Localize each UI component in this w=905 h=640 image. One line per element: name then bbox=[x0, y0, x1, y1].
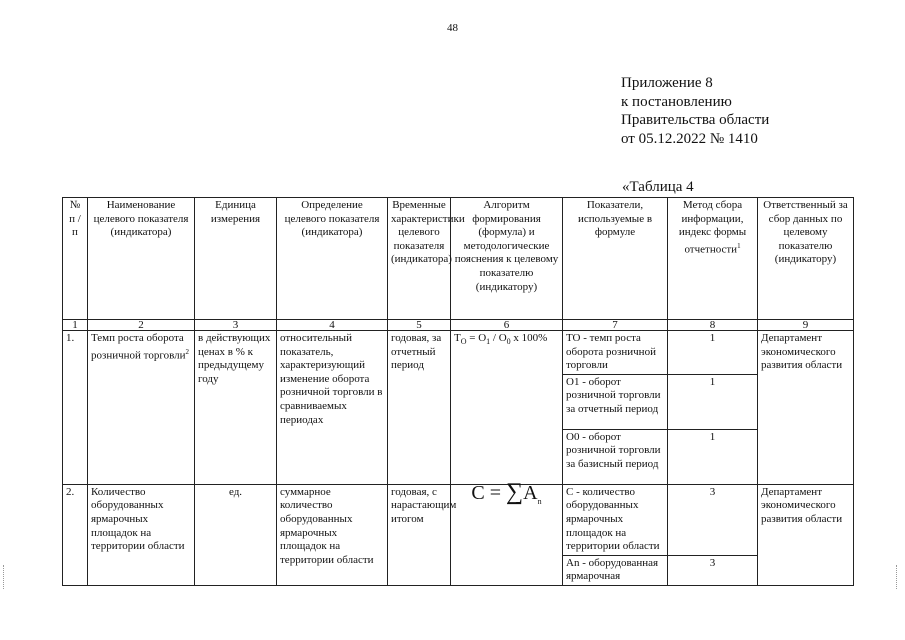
row-number: 2. bbox=[63, 484, 88, 585]
header-unit: Единица измерения bbox=[195, 198, 277, 320]
indicator-definition: суммарное количество оборудованных ярмарочных площадок на территории области bbox=[277, 484, 388, 585]
formula-part: / O bbox=[490, 332, 507, 344]
formula-variable: TO - темп роста оборота розничной торговли bbox=[563, 331, 668, 375]
header-no: № п / п bbox=[63, 198, 88, 320]
header-time: Временные характеристики целевого показателя (индикатора) bbox=[388, 198, 451, 320]
collection-method: 3 bbox=[668, 484, 758, 555]
column-number: 7 bbox=[563, 320, 668, 331]
indicator-time: годовая, за отчетный период bbox=[388, 331, 451, 485]
column-number: 5 bbox=[388, 320, 451, 331]
formula-variable: O0 - оборот розничной торговли за базисный период bbox=[563, 429, 668, 484]
sum-symbol: ∑ bbox=[506, 478, 524, 505]
appendix-line: к постановлению bbox=[621, 93, 732, 110]
table-row bbox=[63, 331, 854, 375]
appendix-line: Правительства области bbox=[621, 112, 770, 128]
formula-subscript: 1 bbox=[486, 337, 491, 347]
appendix-line: Приложение 8 bbox=[621, 75, 713, 91]
responsible-department: Департамент экономического развития области bbox=[758, 331, 854, 485]
formula-cell bbox=[451, 331, 563, 485]
formula-subscript: O bbox=[460, 337, 467, 347]
header-name: Наименование целевого показателя (индикатора) bbox=[88, 198, 195, 320]
indicator-name-text: Темп роста оборота розничной торговли bbox=[91, 332, 186, 362]
header-algorithm: Алгоритм формирования (формула) и методологические пояснения к целевому показателю (индикатору) bbox=[451, 198, 563, 320]
formula-variable: An - оборудованная ярмарочная bbox=[563, 555, 668, 585]
header-method bbox=[668, 198, 758, 320]
header-indicators: Показатели, используемые в формуле bbox=[563, 198, 668, 320]
indicator-name: Количество оборудованных ярмарочных площадок на территории области bbox=[88, 484, 195, 585]
header-responsible: Ответственный за сбор данных по целевому показателю (индикатору) bbox=[758, 198, 854, 320]
formula-variable: C - количество оборудованных ярмарочных площадок на территории области bbox=[563, 484, 668, 555]
margin-dots bbox=[3, 565, 5, 589]
responsible-department: Департамент экономического развития области bbox=[758, 484, 854, 585]
indicator-unit: в действующих ценах в % к предыдущему году bbox=[195, 331, 277, 485]
header-method-text: Метод сбора информации, индекс формы отчетности bbox=[678, 199, 747, 256]
formula-variable: O1 - оборот розничной торговли за отчетный период bbox=[563, 374, 668, 429]
header-definition: Определение целевого показателя (индикатора) bbox=[277, 198, 388, 320]
column-number: 2 bbox=[88, 320, 195, 331]
footnote-mark: 2 bbox=[185, 347, 189, 356]
collection-method: 1 bbox=[668, 429, 758, 484]
collection-method: 1 bbox=[668, 374, 758, 429]
margin-dots bbox=[896, 565, 898, 589]
column-number: 4 bbox=[277, 320, 388, 331]
appendix-line: от 05.12.2022 № 1410 bbox=[621, 130, 758, 147]
column-number-row bbox=[63, 320, 854, 331]
appendix-block bbox=[621, 74, 769, 148]
formula-part: C = bbox=[471, 481, 507, 504]
indicator-name bbox=[88, 331, 195, 485]
indicator-definition: относительный показатель, характеризующий изменение оборота розничной торговли в сравниваемых периодах bbox=[277, 331, 388, 485]
formula-subscript: n bbox=[537, 496, 542, 506]
page-number: 48 bbox=[447, 22, 458, 34]
column-number: 6 bbox=[451, 320, 563, 331]
formula-part: x 100% bbox=[510, 332, 548, 344]
formula-part: = O bbox=[466, 332, 487, 344]
collection-method: 1 bbox=[668, 331, 758, 375]
indicator-unit: ед. bbox=[195, 484, 277, 585]
formula-part: A bbox=[523, 481, 538, 504]
footnote-mark: 1 bbox=[737, 241, 741, 250]
row-number: 1. bbox=[63, 331, 88, 485]
column-number: 9 bbox=[758, 320, 854, 331]
indicator-table bbox=[62, 197, 854, 586]
indicator-time: годовая, с нарастающим итогом bbox=[388, 484, 451, 585]
formula-cell bbox=[451, 478, 563, 585]
formula-part: T bbox=[454, 332, 461, 344]
column-number: 1 bbox=[63, 320, 88, 331]
table-caption: «Таблица 4 bbox=[622, 179, 694, 195]
column-number: 3 bbox=[195, 320, 277, 331]
collection-method: 3 bbox=[668, 555, 758, 585]
formula-subscript: 0 bbox=[506, 337, 511, 347]
table-row bbox=[63, 484, 854, 555]
header-row bbox=[63, 198, 854, 320]
column-number: 8 bbox=[668, 320, 758, 331]
